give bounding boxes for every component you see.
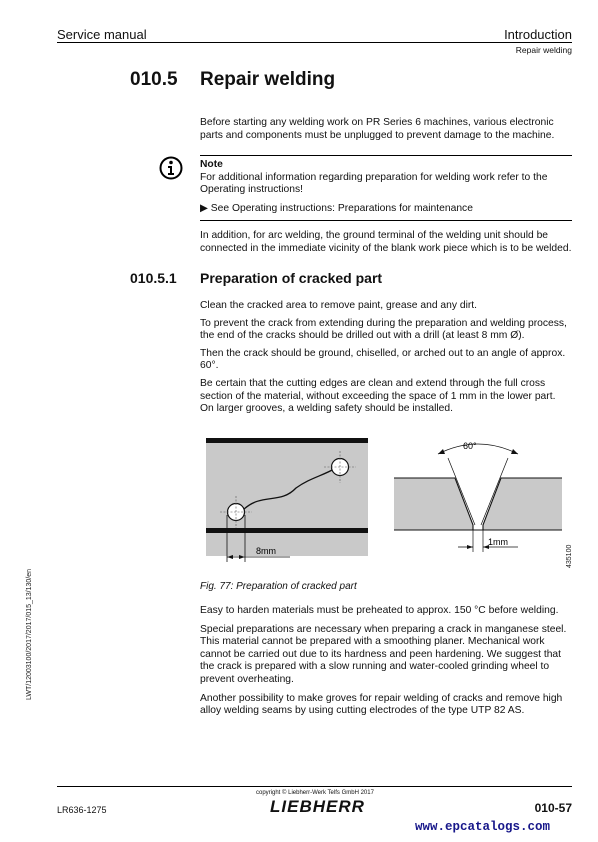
subsection-number: 010.5.1 — [130, 270, 177, 286]
plate-view — [206, 438, 368, 562]
after-paragraph-2: Special preparations are necessary when preparing a crack in manganese steel. This material cannot be prepared with a smoothing planer. Mechanical work cannot be carried out due to its hardness and peen hardening. We suggest that the crack is prepared with a slow running and water-cooled grinding wheel to prevent overheating. — [200, 623, 567, 685]
note-text: For additional information regarding preparation for welding work refer to the Operating instructions! — [200, 171, 548, 196]
header-rule — [57, 42, 572, 43]
section-title: Repair welding — [200, 69, 336, 90]
header-left: Service manual — [57, 27, 147, 42]
note-block — [200, 159, 572, 215]
prep-paragraph-1: Clean the cracked area to remove paint, grease and any dirt. — [200, 300, 478, 311]
header-sub: Repair welding — [515, 45, 572, 55]
watermark-link[interactable]: www.epcatalogs.com — [414, 820, 550, 834]
note-top-rule — [200, 155, 572, 156]
page-number: 010-57 — [534, 801, 572, 815]
header-right: Introduction — [504, 27, 572, 42]
intro-text: Before starting any welding work on PR Series 6 machines, various electronic parts and components must be unplugged to prevent damage to the machine. — [200, 117, 555, 141]
label-60-degrees: 60° — [463, 441, 477, 451]
side-document-code: LWT/12003100/2017/2017/015_13/130/en — [26, 568, 33, 700]
note-title: Note — [200, 159, 223, 170]
groove-section — [394, 444, 562, 552]
after-paragraph-1: Easy to harden materials must be preheated to approx. 150 °C before welding. — [200, 605, 559, 616]
footer-model: LR636-1275 — [57, 805, 107, 815]
liebherr-logo: LIEBHERR — [270, 797, 365, 816]
cracked-part-figure — [200, 430, 572, 578]
subsection-title: Preparation of cracked part — [200, 270, 383, 286]
after-paragraphs — [200, 605, 572, 718]
note-link-row[interactable] — [200, 203, 572, 216]
prep-paragraphs — [200, 300, 572, 416]
prep-paragraph-3: Then the crack should be ground, chiselled, or arched out to an angle of approx. 60°. — [200, 347, 566, 372]
intro-paragraph — [200, 117, 572, 142]
figure-caption: Fig. 77: Preparation of cracked part — [200, 581, 357, 592]
arrow-right-icon: ▶ — [200, 202, 211, 214]
section-number: 010.5 — [130, 69, 178, 90]
arc-text: In addition, for arc welding, the ground terminal of the welding unit should be connected in the immediate vicinity of the blank work piece which is to be welded. — [200, 230, 572, 254]
footer-copyright: copyright © Liebherr-Werk Telfs GmbH 2017 — [256, 790, 374, 796]
footer-rule — [57, 786, 572, 787]
label-8mm: 8mm — [256, 546, 276, 556]
figure-id: 435100 — [566, 544, 573, 568]
after-paragraph-3: Another possibility to make groves for repair welding of cracks and remove high alloy welding seams by using cutting electrodes of the type UTP 82 AS. — [200, 692, 563, 717]
arc-paragraph — [200, 230, 572, 255]
info-icon — [159, 156, 183, 180]
label-1mm: 1mm — [488, 537, 508, 547]
note-link[interactable]: See Operating instructions: Preparations for maintenance — [210, 202, 473, 214]
note-bottom-rule — [200, 220, 572, 221]
prep-paragraph-2: To prevent the crack from extending during the preparation and welding process, the end of the cracks should be drilled out with a drill (at least 8 mm Ø). — [200, 317, 567, 342]
prep-paragraph-4: Be certain that the cutting edges are clean and extend through the full cross section of the material, without exceeding the space of 1 mm in the lower part. On larger grooves, a welding safety should be installed. — [200, 377, 556, 415]
